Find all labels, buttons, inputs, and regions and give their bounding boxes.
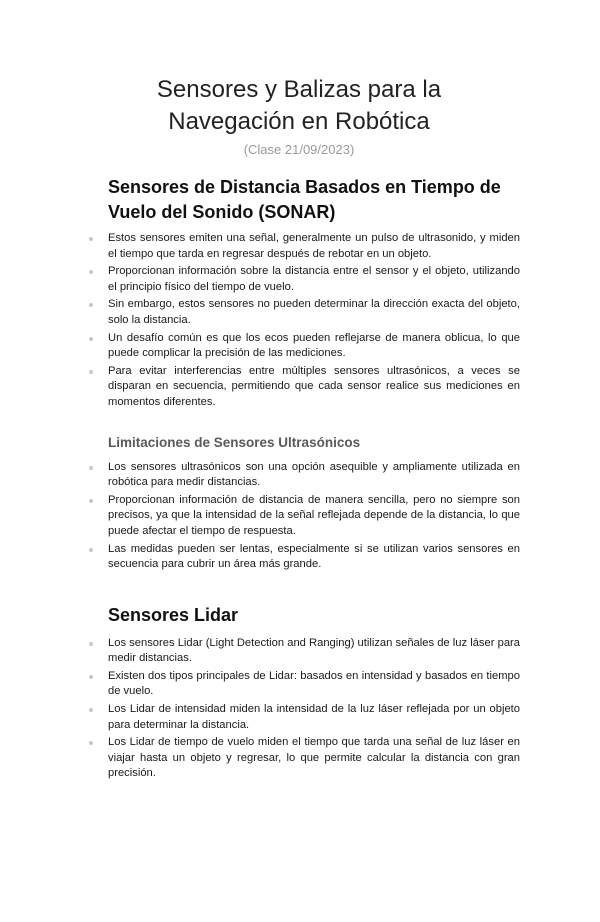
- sonar-bullet-list: [108, 231, 520, 411]
- bullet-icon: [89, 303, 93, 307]
- bullet-icon: [89, 741, 93, 745]
- list-item: [108, 364, 520, 411]
- bullet-icon: [89, 548, 93, 552]
- list-item-text: Sin embargo, estos sensores no pueden determinar la dirección exacta del objeto, solo la distancia.: [108, 298, 520, 326]
- bullet-icon: [89, 675, 93, 679]
- title-line-2: Navegación en Robótica: [168, 108, 430, 135]
- list-item-text: Para evitar interferencias entre múltiples sensores ultrasónicos, a veces se disparan en secuencia, permitiendo que cada sensor realice sus mediciones en momentos diferentes.: [108, 364, 520, 408]
- lidar-bullet-list: [108, 636, 520, 782]
- document-subtitle: (Clase 21/09/2023): [243, 142, 355, 157]
- bullet-icon: [89, 337, 93, 341]
- list-item-text: Las medidas pueden ser lentas, especialmente si se utilizan varios sensores en secuencia para cubrir un área más grande.: [108, 542, 520, 571]
- list-item: [108, 669, 520, 700]
- list-item: [108, 264, 520, 295]
- bullet-icon: [89, 642, 93, 646]
- list-item-text: Los Lidar de intensidad miden la intensidad de la luz láser reflejada por un objeto para determinar la distancia.: [108, 703, 520, 731]
- bullet-icon: [89, 466, 93, 470]
- list-item-text: Proporcionan información de distancia de manera sencilla, pero no siempre son precisos, ya que la intensidad de la señal reflejada depende de la distancia, lo que puede afectar el tiempo de respuesta.: [108, 493, 520, 537]
- section-heading-sonar: Sensores de Distancia Basados en Tiempo de Vuelo del Sonido (SONAR): [108, 177, 501, 222]
- bullet-icon: [89, 499, 93, 503]
- section-heading-ultrasonic-limits: Limitaciones de Sensores Ultrasónicos: [108, 434, 361, 450]
- list-item-text: Proporcionan información sobre la distancia entre el sensor y el objeto, utilizando el principio físico del tiempo de vuelo.: [108, 265, 520, 293]
- list-item: [108, 331, 520, 362]
- list-item: [108, 297, 520, 328]
- list-item-text: Los sensores Lidar (Light Detection and Ranging) utilizan señales de luz láser para medir distancias.: [108, 636, 520, 665]
- list-item: [108, 702, 520, 733]
- list-item-text: Los Lidar de tiempo de vuelo miden el tiempo que tarda una señal de luz láser en viajar hasta un objeto y regresar, lo que permite calcular la distancia con gran precisión.: [108, 736, 520, 780]
- bullet-icon: [89, 708, 93, 712]
- section-heading-lidar: Sensores Lidar: [108, 604, 239, 625]
- list-item: [108, 460, 520, 491]
- title-line-1: Sensores y Balizas para la: [156, 76, 442, 103]
- list-item-text: Los sensores ultrasónicos son una opción asequible y ampliamente utilizada en robótica para medir distancias.: [108, 460, 520, 489]
- list-item: [108, 636, 520, 667]
- list-item: [108, 231, 520, 262]
- bullet-icon: [89, 237, 93, 241]
- list-item-text: Un desafío común es que los ecos pueden reflejarse de manera oblicua, lo que puede complicar la precisión de las mediciones.: [108, 331, 520, 360]
- list-item: [108, 542, 520, 573]
- document-title: [94, 74, 504, 138]
- bullet-icon: [89, 270, 93, 274]
- list-item-text: Estos sensores emiten una señal, generalmente un pulso de ultrasonido, y miden el tiempo que tarda en regresar después de rebotar en un objeto.: [108, 232, 520, 260]
- list-item: [108, 493, 520, 540]
- list-item-text: Existen dos tipos principales de Lidar: basados en intensidad y basados en tiempo de vuelo.: [108, 669, 520, 698]
- bullet-icon: [89, 370, 93, 374]
- ultrasonic-limits-bullet-list: [108, 460, 520, 573]
- list-item: [108, 735, 520, 782]
- document-page: [0, 74, 600, 922]
